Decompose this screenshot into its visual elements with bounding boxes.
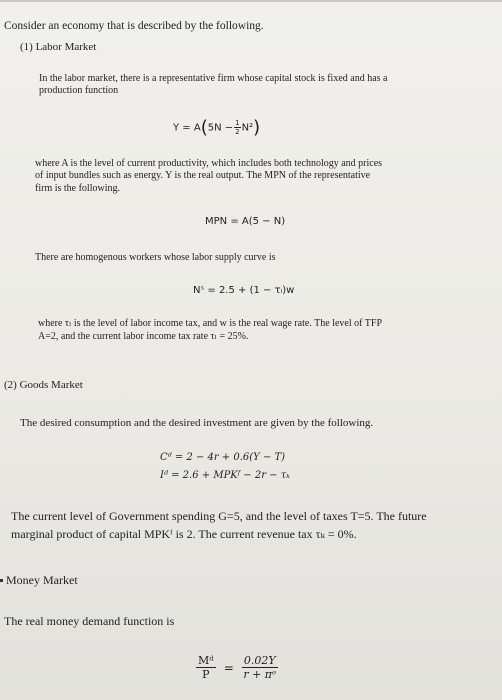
- labor-para4-line2: A=2, and the current labor income tax rate τₗ = 25%.: [38, 331, 249, 342]
- money-demand-equation: [196, 654, 278, 681]
- labor-para4-line1: where τₗ is the level of labor income tax, and w is the real wage rate. The level of TFP: [38, 318, 383, 329]
- labor-para3: There are homogenous workers whose labor supply curve is: [35, 252, 276, 263]
- goods-para2-line2: marginal product of capital MPKᶠ is 2. The current revenue tax τₖ = 0%.: [11, 527, 357, 541]
- mpn-equation: MPN = A(5 − N): [205, 216, 286, 227]
- bullet-marker: [0, 579, 3, 582]
- eq-frac-num: 1: [235, 119, 240, 127]
- goods-para2-line1: The current level of Government spending G=5, and the level of taxes T=5. The future: [11, 509, 427, 523]
- eq-rhs-num: 0.02Y: [243, 654, 276, 667]
- labor-para2-line1: where A is the level of current productivity, which includes both technology and prices: [35, 158, 383, 169]
- eq-lhs-fraction: [196, 654, 216, 681]
- goods-para1: The desired consumption and the desired investment are given by the following.: [20, 417, 374, 429]
- eq-rhs-den: r + πᵉ: [243, 668, 277, 681]
- eq-lhs-num: Mᵈ: [198, 654, 214, 667]
- eq-rhs-fraction: [242, 654, 278, 681]
- top-divider: [0, 0, 502, 2]
- labor-para2-line2: of input bundles such as energy. Y is the real output. The MPN of the representative: [35, 170, 371, 181]
- labor-supply-equation: Nˢ = 2.5 + (1 − τₗ)w: [193, 285, 295, 296]
- investment-eq-text: Iᵈ = 2.6 + MPKᶠ − 2r − τₖ: [160, 470, 290, 481]
- labor-market-heading: (1) Labor Market: [20, 41, 97, 53]
- eq-term1: 5N −: [207, 122, 234, 134]
- goods-market-heading: (2) Goods Market: [4, 379, 83, 391]
- labor-para2-line3: firm is the following.: [35, 183, 120, 194]
- consumption-equation: [160, 452, 285, 463]
- production-function-equation: [173, 117, 260, 138]
- consumption-eq-text: Cᵈ = 2 − 4r + 0.6(Y − T): [160, 452, 286, 463]
- money-market-heading: Money Market: [6, 573, 78, 587]
- eq-term2: N²: [241, 122, 254, 134]
- eq-equals: =: [223, 660, 234, 675]
- investment-equation: [160, 470, 290, 481]
- eq-close-paren: ): [253, 117, 261, 138]
- labor-para1-line1: In the labor market, there is a representative firm whose capital stock is fixed and has a: [39, 73, 388, 84]
- eq-frac-den: 2: [235, 128, 240, 136]
- money-para1: The real money demand function is: [4, 614, 175, 628]
- labor-para1-line2: production function: [39, 85, 119, 96]
- eq-lhs: Y = A: [173, 122, 201, 134]
- eq-open-paren: (: [200, 117, 208, 138]
- intro-text: Consider an economy that is described by the following.: [4, 20, 264, 32]
- eq-lhs-den: P: [202, 668, 210, 681]
- eq-fraction: [234, 119, 240, 136]
